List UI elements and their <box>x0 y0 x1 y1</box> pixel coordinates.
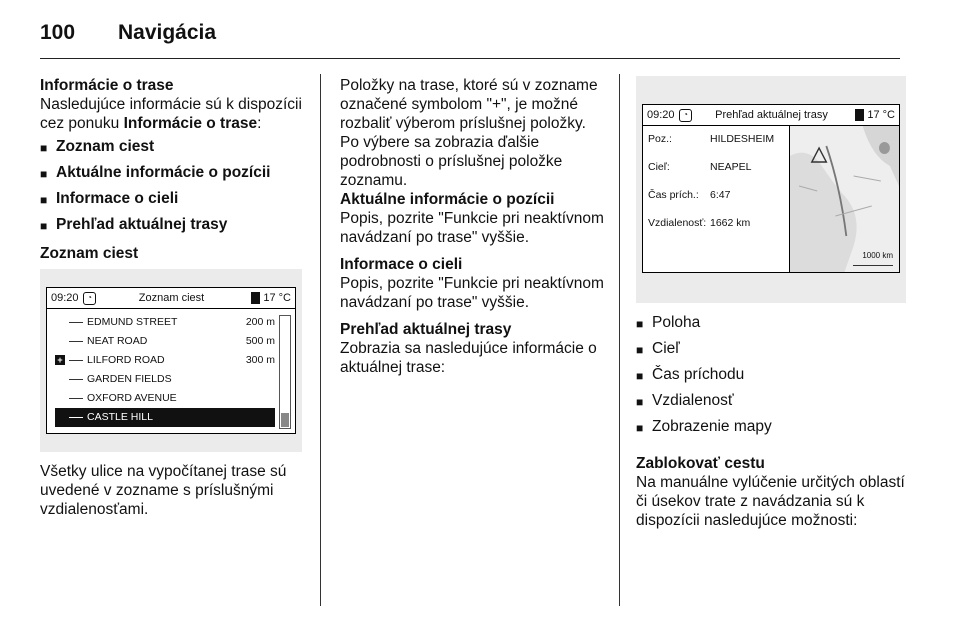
scrollbar <box>279 315 291 429</box>
temperature: 17 °C <box>851 106 895 125</box>
column-divider <box>619 74 620 606</box>
bullet-icon: ■ <box>40 193 48 207</box>
thermometer-icon <box>251 292 260 304</box>
route-info-list <box>40 137 302 236</box>
bullet-icon: ■ <box>636 395 644 409</box>
column-divider <box>320 74 321 606</box>
table-row: Cieľ: NEAPEL <box>648 161 752 173</box>
list-item: ■ Zobrazenie mapy <box>636 417 906 438</box>
bullet-icon: ■ <box>40 167 48 181</box>
bullet-icon: ■ <box>636 317 644 331</box>
header-divider <box>40 58 900 59</box>
route-info-table <box>643 126 790 272</box>
heading-route-overview: Prehľad aktuálnej trasy <box>340 321 512 338</box>
screen-status-bar <box>643 105 899 126</box>
table-row: GARDEN FIELDS <box>55 370 275 389</box>
bullet-icon: ■ <box>40 141 48 155</box>
route-overview-panel <box>643 126 899 272</box>
page-header <box>40 18 216 48</box>
device-screen <box>46 287 296 434</box>
paragraph: Popis, pozrite "Funkcie pri neaktívnom navádzaní po trase" vyššie. <box>340 275 604 311</box>
caption-road-list: Všetky ulice na vypočítanej trase sú uvedené v zozname s príslušnými vzdialenosťami. <box>40 463 287 518</box>
list-item: ■ Prehľad aktuálnej trasy <box>40 215 302 236</box>
table-row: EDMUND STREET 200 m <box>55 313 275 332</box>
table-row-selected: CASTLE HILL <box>55 408 275 427</box>
heading-block-road: Zablokovať cestu <box>636 455 765 472</box>
map-scale: 1000 km <box>853 246 893 266</box>
list-item: ■ Aktuálne informácie o pozícii <box>40 163 302 184</box>
clock: 09:20 <box>51 291 79 304</box>
paragraph: Popis, pozrite "Funkcie pri neaktívnom navádzaní po trase" vyššie. <box>340 210 604 246</box>
table-row: Vzdialenosť: 1662 km <box>648 217 751 229</box>
list-item: ■ Poloha <box>636 313 906 334</box>
screenshot-route-overview <box>636 76 906 303</box>
bullet-icon: ■ <box>636 343 644 357</box>
compass-icon <box>879 142 890 154</box>
navigation-icon: ◔ <box>83 292 96 305</box>
paragraph: Položky na trase, ktoré sú v zozname označené symbolom "+", je možné rozbaliť výberom príslušnej položky. Po výbere sa zobrazia ďalšie podrobnosti o príslušnej položke zoznamu. <box>340 77 598 189</box>
table-row: Čas prích.: 6:47 <box>648 189 731 201</box>
device-screen <box>642 104 900 273</box>
list-item: ■ Zoznam ciest <box>40 137 302 158</box>
overview-items-list <box>636 313 906 438</box>
road-list <box>47 309 295 433</box>
column-3 <box>636 76 906 530</box>
page-number: 100 <box>40 21 76 44</box>
screenshot-road-list <box>40 269 302 452</box>
paragraph: Zobrazia sa nasledujúce informácie o aktuálnej trase: <box>340 340 597 376</box>
navigation-icon: ◔ <box>679 109 692 122</box>
table-row: OXFORD AVENUE <box>55 389 275 408</box>
intro-paragraph: Nasledujúce informácie sú k dispozícii cez ponuku Informácie o trase: <box>40 96 302 132</box>
list-item: ■ Vzdialenosť <box>636 391 906 412</box>
expand-plus-icon: + <box>55 355 65 365</box>
bullet-icon: ■ <box>636 421 644 435</box>
subheading-road-list: Zoznam ciest <box>40 245 139 262</box>
temperature: 17 °C <box>247 289 291 308</box>
bullet-icon: ■ <box>636 369 644 383</box>
clock: 09:20 <box>647 108 675 121</box>
map-view <box>790 126 899 272</box>
table-row: + LILFORD ROAD 300 m <box>55 351 275 370</box>
table-row: Poz.: HILDESHEIM <box>648 133 775 145</box>
paragraph: Na manuálne vylúčenie určitých oblastí či úsekov trate z navádzania sú k dispozícii nasledujúce možnosti: <box>636 474 905 529</box>
screen-title: Prehľad aktuálnej trasy <box>715 108 828 121</box>
list-item: ■ Informace o cieli <box>40 189 302 210</box>
list-item: ■ Čas príchodu <box>636 365 906 386</box>
table-row: NEAT ROAD 500 m <box>55 332 275 351</box>
screen-status-bar <box>47 288 295 309</box>
list-item: ■ Cieľ <box>636 339 906 360</box>
screen-title: Zoznam ciest <box>138 291 205 304</box>
thermometer-icon <box>855 109 864 121</box>
section-heading-route-info: Informácie o trase <box>40 77 174 94</box>
heading-position-info: Aktuálne informácie o pozícii <box>340 191 555 208</box>
column-2 <box>340 76 608 377</box>
column-1 <box>40 76 302 519</box>
chapter-title: Navigácia <box>118 21 217 44</box>
heading-destination-info: Informace o cieli <box>340 256 463 273</box>
scrollbar-thumb <box>281 413 289 427</box>
bullet-icon: ■ <box>40 219 48 233</box>
